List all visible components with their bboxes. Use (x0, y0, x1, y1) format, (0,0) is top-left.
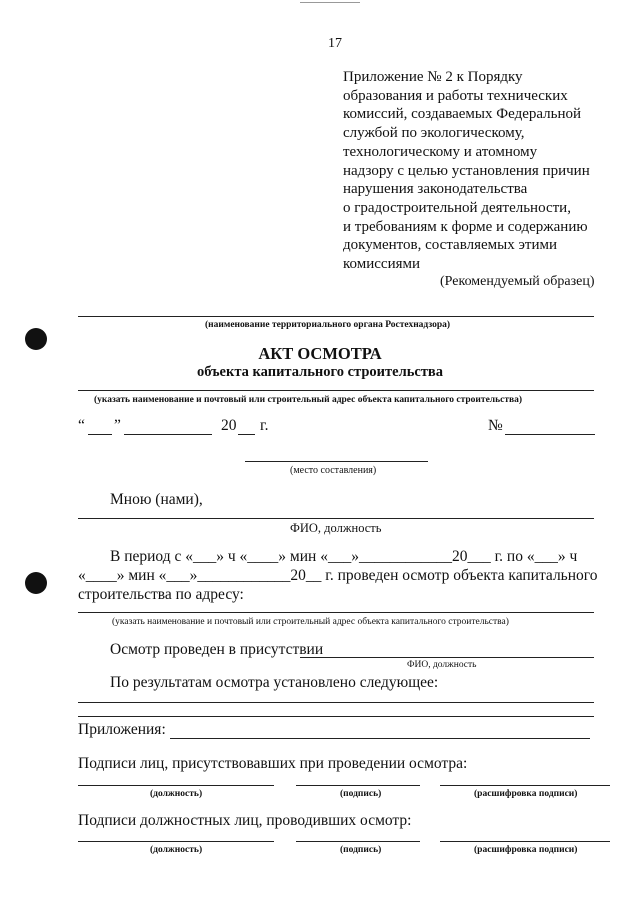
results-field-2[interactable] (78, 716, 594, 717)
annex-line: технологическому и атомному (343, 143, 538, 160)
results-label: По результатам осмотра установлено следующее: (110, 674, 439, 691)
present-decoding-field[interactable] (440, 785, 610, 786)
present-position-caption: (должность) (150, 789, 203, 799)
official-signature-caption: (подпись) (340, 845, 382, 855)
date-day-field[interactable] (88, 434, 112, 435)
annex-line: образования и работы технических (343, 87, 568, 104)
official-signature-field[interactable] (296, 841, 420, 842)
fio-caption: ФИО, должность (290, 521, 382, 535)
object-address-caption: (указать наименование и почтовый или строительный адрес объекта капитального строительства) (94, 395, 523, 405)
present-signature-caption: (подпись) (340, 789, 382, 799)
annex-line: нарушения законодательства (343, 181, 528, 198)
annex-line: о градостроительной деятельности, (343, 199, 571, 216)
date-year-suffix: г. (260, 417, 269, 434)
present-signature-field[interactable] (296, 785, 420, 786)
appendices-field[interactable] (170, 738, 590, 739)
present-position-field[interactable] (78, 785, 274, 786)
signatures-officials-label: Подписи должностных лиц, проводивших осмотр: (78, 812, 412, 829)
act-number-sign: № (488, 417, 503, 434)
fio-field[interactable] (78, 518, 594, 519)
period-line-3: строительства по адресу: (78, 586, 244, 603)
date-quote-open: “ (78, 417, 85, 434)
presence-field[interactable] (300, 657, 594, 658)
object-address-field[interactable] (78, 390, 594, 391)
document-subtitle: объекта капитального строительства (196, 364, 444, 380)
period-line-2: «____» мин «___»____________20__ г. проведен осмотр объекта капитального (78, 567, 598, 584)
by-me-label: Мною (нами), (110, 491, 203, 508)
page-number: 17 (328, 36, 342, 51)
act-number-field[interactable] (505, 434, 595, 435)
presence-caption: ФИО, должность (407, 660, 477, 670)
inspection-address-caption: (указать наименование и почтовый или строительный адрес объекта капитального строительства) (112, 617, 509, 627)
annex-line: Приложение № 2 к Порядку (343, 69, 523, 85)
scan-edge-mark (300, 2, 360, 3)
date-year-prefix: 20 (221, 417, 237, 434)
place-caption: (место составления) (290, 465, 377, 476)
official-position-caption: (должность) (150, 845, 203, 855)
date-quote-close: ” (114, 417, 121, 434)
sample-note: (Рекомендуемый образец) (440, 274, 595, 289)
territorial-body-caption: (наименование территориального органа Ростехнадзора) (205, 320, 451, 330)
appendices-label: Приложения: (78, 721, 166, 738)
period-line-1: В период с «___» ч «____» мин «___»____________20___ г. по «___» ч (110, 548, 578, 565)
present-decoding-caption: (расшифровка подписи) (474, 789, 578, 799)
annex-line: службой по экологическому, (343, 125, 525, 142)
date-year-field[interactable] (238, 434, 255, 435)
annex-line: и требованиям к форме и содержанию (343, 218, 588, 235)
inspection-address-field[interactable] (78, 612, 594, 613)
annex-line: комиссий, создаваемых Федеральной (343, 106, 582, 123)
date-month-field[interactable] (124, 434, 212, 435)
official-decoding-caption: (расшифровка подписи) (474, 845, 578, 855)
annex-line: комиссиями (343, 256, 421, 273)
territorial-body-field[interactable] (78, 316, 594, 317)
annex-line: надзору с целью установления причин (343, 162, 590, 179)
document-title: АКТ ОСМОТРА (258, 344, 382, 363)
official-position-field[interactable] (78, 841, 274, 842)
annex-reference (343, 68, 613, 274)
signatures-present-label: Подписи лиц, присутствовавших при проведении осмотра: (78, 755, 468, 772)
place-field[interactable] (245, 461, 428, 462)
official-decoding-field[interactable] (440, 841, 610, 842)
punch-hole-bottom (25, 572, 47, 594)
presence-label: Осмотр проведен в присутствии (110, 641, 324, 658)
results-field-1[interactable] (78, 702, 594, 703)
annex-line: документов, составляемых этими (343, 237, 557, 254)
